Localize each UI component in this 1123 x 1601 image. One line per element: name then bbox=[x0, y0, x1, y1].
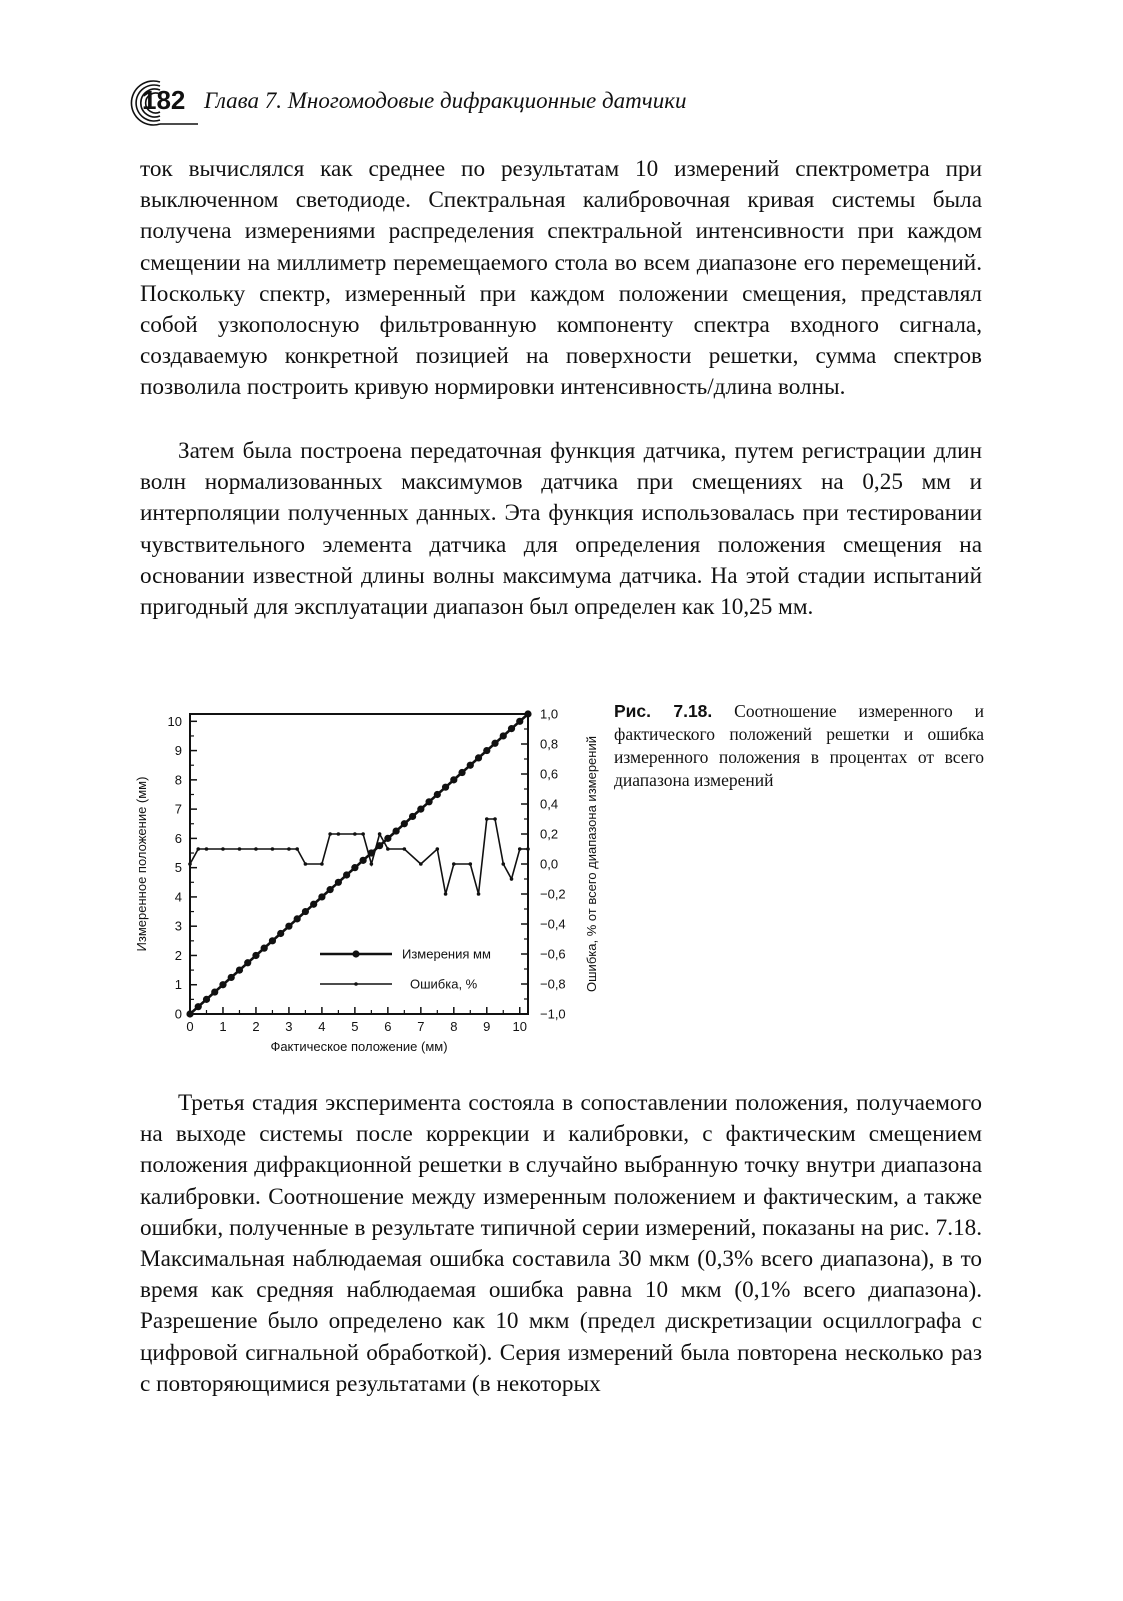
paragraph-text: Затем была построена передаточная функция датчика, путем регистрации длин волн нормализованных максимумов датчика при смещениях на 0,25 мм и интерполяции полученных данных. Эта функция использовалась при тестировании чувствительного элемента датчика для определения положения смещения на основании известной длины волны максимума датчика. На этой стадии испытаний пригодный для эксплуатации диапазон был определен как 10,25 мм. bbox=[140, 438, 982, 621]
legend-marker bbox=[354, 982, 358, 986]
error-point bbox=[271, 847, 275, 851]
error-point bbox=[328, 832, 332, 836]
error-point bbox=[221, 847, 225, 851]
measurement-point bbox=[425, 798, 432, 805]
y-axis-label: Измеренное положение (мм) bbox=[134, 776, 149, 952]
y-tick-label: 10 bbox=[167, 713, 182, 729]
page-number: 182 bbox=[142, 85, 186, 115]
measurement-point bbox=[302, 908, 309, 915]
y-tick-label: 8 bbox=[174, 772, 182, 788]
x-tick-label: 3 bbox=[285, 1019, 293, 1034]
measurement-point bbox=[524, 710, 531, 717]
measurement-point bbox=[335, 879, 342, 886]
measurement-point bbox=[195, 1003, 202, 1010]
x-tick-label: 6 bbox=[384, 1019, 392, 1034]
chapter-title: Глава 7. Многомодовые дифракционные датчики bbox=[204, 88, 687, 113]
y2-tick-label: −0,4 bbox=[540, 916, 566, 932]
measurement-point bbox=[516, 718, 523, 725]
paragraph-text: Третья стадия эксперимента состояла в сопоставлении положения, получаемого на выходе системы после коррекции и калибровки, с фактическим смещением положения дифракционной решетки в случайно выбранную точку внутри диапазона калибровки. Соотношение между измеренным положением и фактическим, а также ошибки, полученные в результате типичной серии измерений, показаны на рис. 7.18. Максимальная наблюдаемая ошибка составила 30 мкм (0,3% всего диапазона), в то время как средняя наблюдаемая ошибка равна 10 мкм (0,1% всего диапазона). Разрешение было определено как 10 мкм (предел дискретизации осциллографа с цифровой сигнальной обработкой). Серия измерений была повторена несколько раз с повторяющимися результатами (в некоторых bbox=[140, 1090, 982, 1397]
y2-tick-label: 0,6 bbox=[540, 766, 559, 782]
measurement-point bbox=[384, 835, 391, 842]
measurement-point bbox=[475, 754, 482, 761]
error-point bbox=[337, 832, 341, 836]
x-tick-label: 10 bbox=[512, 1019, 527, 1034]
measurement-point bbox=[219, 981, 226, 988]
measurement-point bbox=[252, 952, 259, 959]
y-tick-label: 9 bbox=[174, 743, 182, 759]
y2-tick-label: 0,8 bbox=[540, 736, 559, 752]
error-point bbox=[444, 892, 448, 896]
measurement-point bbox=[318, 893, 325, 900]
y-tick-label: 4 bbox=[174, 889, 182, 905]
caption-text: Соотношение измеренного и фактического положений решетки и ошибка измеренного положения в процентах от всего диапазона измерений bbox=[614, 701, 985, 790]
legend-label: Измерения мм bbox=[402, 946, 491, 962]
chart bbox=[130, 696, 610, 1066]
error-point bbox=[510, 877, 514, 881]
measurement-point bbox=[401, 820, 408, 827]
measurement-point bbox=[203, 996, 210, 1003]
legend-marker bbox=[352, 950, 359, 957]
y2-tick-label: 0,0 bbox=[540, 856, 559, 872]
y2-tick-label: −0,8 bbox=[540, 976, 566, 992]
x-tick-label: 9 bbox=[483, 1019, 491, 1034]
y-tick-label: 1 bbox=[174, 977, 182, 993]
error-point bbox=[468, 862, 472, 866]
paragraph-2 bbox=[140, 436, 982, 623]
legend-label: Ошибка, % bbox=[410, 976, 478, 992]
error-point bbox=[238, 847, 242, 851]
measurement-point bbox=[261, 945, 268, 952]
y2-axis-label: Ошибка, % от всего диапазона измерений bbox=[584, 736, 599, 992]
measurement-point bbox=[483, 747, 490, 754]
y2-tick-label: −0,2 bbox=[540, 886, 566, 902]
error-point bbox=[287, 847, 291, 851]
y-tick-label: 7 bbox=[174, 801, 182, 817]
paragraph-text: ток вычислялся как среднее по результатам 10 измерений спектрометра при выключенном светодиоде. Спектральная калибровочная кривая системы была получена измерениями распределения спектральной интенсивности при каждом смещении на миллиметр перемещаемого стола во всем диапазоне его перемещений. Поскольку спектр, измеренный при каждом положении смещения, представлял собой узкополосную фильтрованную компоненту спектра входного сигнала, создаваемую конкретной позицией на поверхности решетки, сумма спектров позволила построить кривую нормировки интенсивность/длина волны. bbox=[140, 156, 982, 401]
y2-tick-label: 0,4 bbox=[540, 796, 559, 812]
measurement-point bbox=[269, 937, 276, 944]
y2-tick-label: −1,0 bbox=[540, 1006, 566, 1022]
x-tick-label: 2 bbox=[252, 1019, 260, 1034]
measurement-point bbox=[343, 871, 350, 878]
error-point bbox=[386, 847, 390, 851]
measurement-point bbox=[285, 923, 292, 930]
error-point bbox=[254, 847, 258, 851]
error-point bbox=[501, 862, 505, 866]
x-axis-label: Фактическое положение (мм) bbox=[270, 1039, 448, 1054]
measurement-point bbox=[417, 806, 424, 813]
error-point bbox=[304, 862, 308, 866]
measurement-point bbox=[294, 915, 301, 922]
x-tick-label: 8 bbox=[450, 1019, 458, 1034]
error-point bbox=[403, 847, 407, 851]
measurement-point bbox=[351, 864, 358, 871]
measurement-point bbox=[186, 1010, 193, 1017]
measurement-point bbox=[450, 776, 457, 783]
error-point bbox=[196, 847, 200, 851]
error-point bbox=[518, 847, 522, 851]
error-point bbox=[419, 862, 423, 866]
y2-tick-label: 0,2 bbox=[540, 826, 559, 842]
measurement-point bbox=[236, 966, 243, 973]
y2-tick-label: 1,0 bbox=[540, 706, 559, 722]
y-tick-label: 2 bbox=[174, 947, 182, 963]
error-point bbox=[361, 832, 365, 836]
y-tick-label: 3 bbox=[174, 918, 182, 934]
measurement-point bbox=[327, 886, 334, 893]
error-point bbox=[378, 832, 382, 836]
measurement-point bbox=[211, 988, 218, 995]
measurement-point bbox=[508, 725, 515, 732]
measurement-point bbox=[434, 791, 441, 798]
measurement-point bbox=[467, 762, 474, 769]
y2-tick-label: −0,6 bbox=[540, 946, 566, 962]
measurement-point bbox=[360, 857, 367, 864]
error-point bbox=[370, 862, 374, 866]
x-tick-label: 1 bbox=[219, 1019, 227, 1034]
measurement-point bbox=[442, 784, 449, 791]
error-point bbox=[188, 862, 192, 866]
x-tick-label: 5 bbox=[351, 1019, 359, 1034]
error-line bbox=[190, 819, 528, 894]
paragraph-3 bbox=[140, 1088, 982, 1400]
y-tick-label: 5 bbox=[174, 860, 182, 876]
measurement-point bbox=[458, 769, 465, 776]
y-tick-label: 6 bbox=[174, 830, 182, 846]
error-point bbox=[353, 832, 357, 836]
measurement-point bbox=[310, 901, 317, 908]
measurement-point bbox=[409, 813, 416, 820]
measurement-point bbox=[228, 974, 235, 981]
x-tick-label: 0 bbox=[186, 1019, 194, 1034]
y-tick-label: 0 bbox=[174, 1006, 182, 1022]
error-point bbox=[320, 862, 324, 866]
measurement-point bbox=[392, 827, 399, 834]
error-point bbox=[452, 862, 456, 866]
measurement-point bbox=[500, 732, 507, 739]
x-tick-label: 7 bbox=[417, 1019, 425, 1034]
error-point bbox=[436, 847, 440, 851]
error-point bbox=[526, 847, 530, 851]
paragraph-1 bbox=[140, 154, 982, 404]
figure-7-18 bbox=[130, 696, 610, 1066]
figure-caption bbox=[614, 700, 984, 792]
caption-label: Рис. 7.18. bbox=[614, 701, 713, 721]
error-point bbox=[295, 847, 299, 851]
error-point bbox=[205, 847, 209, 851]
running-header bbox=[120, 78, 980, 128]
error-point bbox=[485, 817, 489, 821]
error-point bbox=[493, 817, 497, 821]
measurement-point bbox=[244, 959, 251, 966]
measurement-point bbox=[491, 740, 498, 747]
error-point bbox=[477, 892, 481, 896]
measurement-point bbox=[277, 930, 284, 937]
x-tick-label: 4 bbox=[318, 1019, 326, 1034]
